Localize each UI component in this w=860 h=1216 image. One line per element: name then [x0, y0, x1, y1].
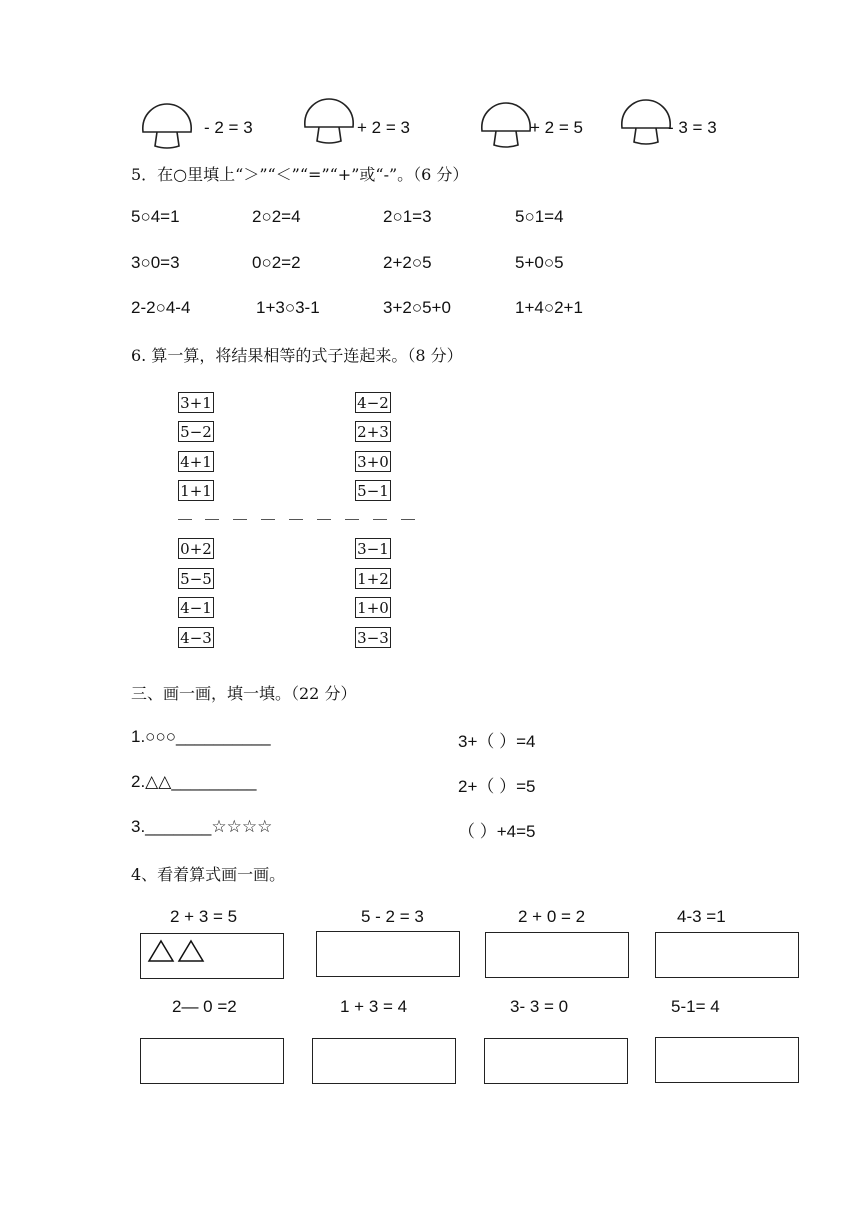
q5-item: 1+3○3-1 [256, 298, 320, 317]
mushroom-equation-3: + 2 = 5 [530, 118, 583, 137]
mushroom-icon [478, 101, 534, 149]
expression-box[interactable]: 4−2 [355, 392, 391, 413]
section3-title: 三、画一画，填一填。（22 分） [131, 684, 357, 703]
q6-title: 6. 算一算，将结果相等的式子连起来。（8 分） [131, 346, 463, 365]
drawing-box[interactable] [484, 1038, 628, 1084]
q4-equation: 5-1= 4 [671, 997, 720, 1016]
drawing-box[interactable] [655, 1037, 799, 1083]
expression-box[interactable]: 2+3 [355, 421, 391, 442]
mushroom-equation-1: - 2 = 3 [204, 118, 253, 137]
expression-box[interactable]: 5−2 [178, 421, 214, 442]
section3-item-right: 3+（ ）=4 [458, 732, 536, 751]
expression-box[interactable]: 3−3 [355, 627, 391, 648]
mushroom-icon [618, 98, 674, 146]
drawing-box[interactable] [140, 1038, 284, 1084]
expression-box[interactable]: 4−1 [178, 597, 214, 618]
q5-item: 5○1=4 [515, 207, 564, 226]
expression-box[interactable]: 5−5 [178, 568, 214, 589]
q5-item: 2○1=3 [383, 207, 432, 226]
q5-item: 3○0=3 [131, 253, 180, 272]
expression-box[interactable]: 5−1 [355, 480, 391, 501]
mushroom-icon [139, 102, 195, 150]
expression-box[interactable]: 3+1 [178, 392, 214, 413]
expression-box[interactable]: 1+0 [355, 597, 391, 618]
mushroom-equation-2: + 2 = 3 [357, 118, 410, 137]
q5-item: 2+2○5 [383, 253, 432, 272]
section3-item-right: 2+（ ）=5 [458, 777, 536, 796]
q5-title: 5．在○里填上“＞”“＜”“=”“+”或“-”。（6 分） [131, 165, 469, 184]
q4-title: 4、看着算式画一画。 [131, 865, 286, 884]
q5-item: 2-2○4-4 [131, 298, 191, 317]
expression-box[interactable]: 4−3 [178, 627, 214, 648]
section3-item-left: 2.△△_________ [131, 772, 257, 791]
q5-item: 5+0○5 [515, 253, 564, 272]
drawing-box[interactable] [655, 932, 799, 978]
q4-equation: 1 + 3 = 4 [340, 997, 408, 1016]
expression-box[interactable]: 1+2 [355, 568, 391, 589]
expression-box[interactable]: 0+2 [178, 538, 214, 559]
mushroom-equation-4: - 3 = 3 [668, 118, 717, 137]
drawing-box[interactable] [316, 931, 460, 977]
expression-box[interactable]: 4+1 [178, 451, 214, 472]
q5-item: 5○4=1 [131, 207, 180, 226]
drawing-box[interactable] [312, 1038, 456, 1084]
expression-box[interactable]: 3−1 [355, 538, 391, 559]
q4-equation: 2 + 3 = 5 [170, 907, 238, 926]
q5-item: 2○2=4 [252, 207, 301, 226]
section3-item-left: 3._______☆☆☆☆ [131, 817, 273, 836]
q4-equation: 3- 3 = 0 [510, 997, 569, 1016]
section3-item-left: 1.○○○__________ [131, 727, 271, 746]
q4-equation: 2— 0 =2 [172, 997, 237, 1016]
q5-item: 3+2○5+0 [383, 298, 451, 317]
triangle-icon-group [147, 939, 205, 963]
expression-box[interactable]: 3+0 [355, 451, 391, 472]
q4-equation: 2 + 0 = 2 [518, 907, 586, 926]
expression-box[interactable]: 1+1 [178, 480, 214, 501]
section3-item-right: （ ）+4=5 [458, 822, 536, 841]
q4-equation: 4-3 =1 [677, 907, 726, 926]
q5-item: 0○2=2 [252, 253, 301, 272]
q5-item: 1+4○2+1 [515, 298, 583, 317]
drawing-box[interactable] [485, 932, 629, 978]
drawing-box[interactable] [140, 933, 284, 979]
q4-equation: 5 - 2 = 3 [361, 907, 424, 926]
mushroom-icon [301, 97, 357, 145]
